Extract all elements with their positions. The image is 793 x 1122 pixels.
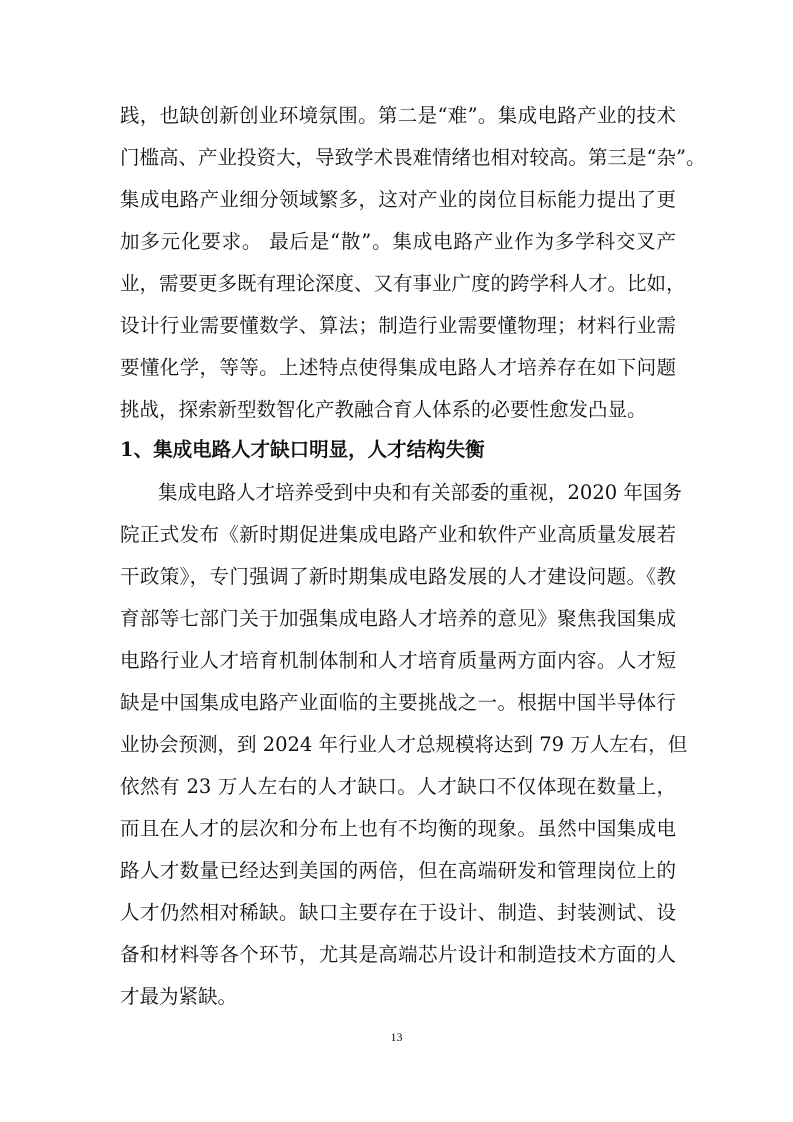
body-line: 践，也缺创新创业环境氛围。第二是“难”。集成电路产业的技术	[120, 104, 676, 127]
body-line: 人才仍然相对稀缺。缺口主要存在于设计、制造、封装测试、设	[120, 901, 676, 924]
section-heading: 1、集成电路人才缺口明显，人才结构失衡	[120, 438, 485, 461]
page-number: 13	[390, 1030, 403, 1044]
body-line: 电路行业人才培育机制体制和人才培育质量两方面内容。人才短	[120, 649, 676, 672]
body-line: 设计行业需要懂数学、算法；制造行业需要懂物理；材料行业需	[120, 314, 676, 337]
body-line: 门槛高、产业投资大，导致学术畏难情绪也相对较高。第三是“杂”。	[120, 146, 706, 169]
body-line: 育部等七部门关于加强集成电路人才培养的意见》聚焦我国集成	[120, 607, 676, 630]
body-line: 干政策》，专门强调了新时期集成电路发展的人才建设问题。《教	[120, 565, 676, 588]
body-line: 备和材料等各个环节，尤其是高端芯片设计和制造技术方面的人	[120, 943, 676, 966]
body-line: 业协会预测，到 2024 年行业人才总规模将达到 79 万人左右，但	[120, 733, 688, 756]
body-line: 缺是中国集成电路产业面临的主要挑战之一。根据中国半导体行	[120, 691, 676, 714]
body-line: 才最为紧缺。	[120, 985, 238, 1008]
body-line: 加多元化要求。 最后是“散”。集成电路产业作为多学科交叉产	[120, 230, 676, 253]
body-line: 院正式发布《新时期促进集成电路产业和软件产业高质量发展若	[120, 523, 676, 546]
body-line: 集成电路人才培养受到中央和有关部委的重视，2020 年国务	[158, 481, 682, 504]
body-line: 挑战，探索新型数智化产教融合育人体系的必要性愈发凸显。	[120, 398, 647, 421]
body-line: 集成电路产业细分领域繁多，这对产业的岗位目标能力提出了更	[120, 188, 676, 211]
body-line: 路人才数量已经达到美国的两倍，但在高端研发和管理岗位上的	[120, 859, 676, 882]
body-line: 而且在人才的层次和分布上也有不均衡的现象。虽然中国集成电	[120, 817, 676, 840]
body-line: 业，需要更多既有理论深度、又有事业广度的跨学科人才。比如，	[120, 272, 686, 295]
body-line: 要懂化学，等等。上述特点使得集成电路人才培养存在如下问题	[120, 356, 676, 379]
body-line: 依然有 23 万人左右的人才缺口。人才缺口不仅体现在数量上，	[120, 775, 676, 798]
